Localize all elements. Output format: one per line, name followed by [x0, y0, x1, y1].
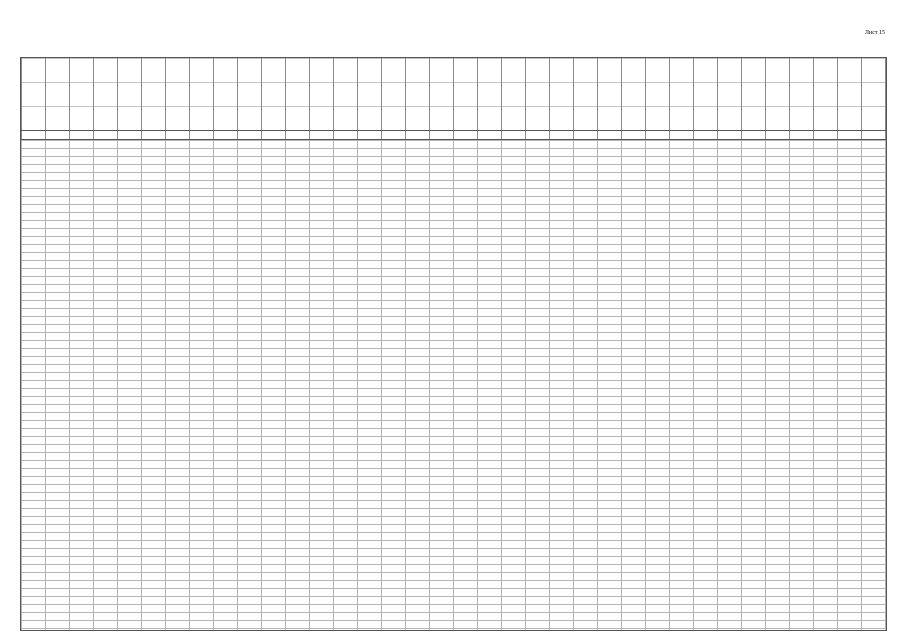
- page-number: Лист 15: [864, 30, 885, 36]
- document-table: [20, 57, 887, 631]
- table-body: [21, 140, 886, 630]
- units-row: [21, 131, 886, 140]
- table-header: [21, 58, 886, 131]
